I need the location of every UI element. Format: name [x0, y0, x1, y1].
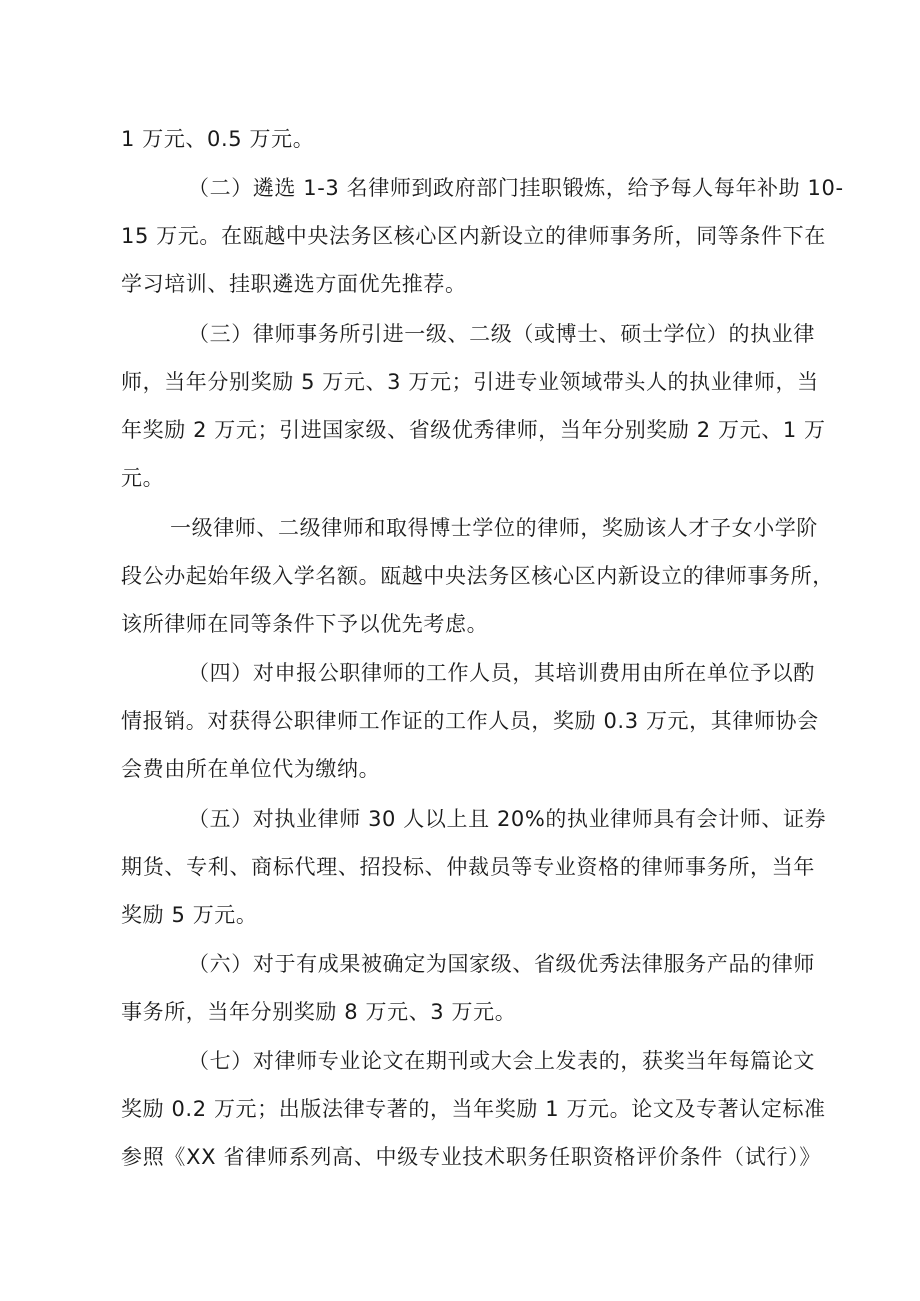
text-line-7: 年奖励 2 万元；引进国家级、省级优秀律师，当年分别奖励 2 万元、1 万	[121, 418, 826, 442]
text-line-15: （五）对执业律师 30 人以上且 20%的执业律师具有会计师、证券	[188, 807, 827, 831]
text-line-12: （四）对申报公职律师的工作人员，其培训费用由所在单位予以酌	[188, 661, 815, 685]
text-line-6: 师，当年分别奖励 5 万元、3 万元；引进专业领域带头人的执业律师，当	[121, 370, 819, 394]
text-line-16: 期货、专利、商标代理、招投标、仲裁员等专业资格的律师事务所，当年	[121, 855, 815, 879]
text-line-5: （三）律师事务所引进一级、二级（或博士、硕士学位）的执业律	[188, 322, 815, 346]
text-line-19: 事务所，当年分别奖励 8 万元、3 万元。	[121, 1000, 517, 1024]
text-line-18: （六）对于有成果被确定为国家级、省级优秀法律服务产品的律师	[188, 952, 815, 976]
text-line-1: 1 万元、0.5 万元。	[121, 127, 315, 151]
text-line-3: 15 万元。在瓯越中央法务区核心区内新设立的律师事务所，同等条件下在	[121, 224, 826, 248]
text-line-22: 参照《XX 省律师系列高、中级专业技术职务任职资格评价条件（试行）》	[121, 1145, 821, 1169]
text-line-9: 一级律师、二级律师和取得博士学位的律师，奖励该人才子女小学阶	[170, 516, 818, 540]
text-line-2: （二）遴选 1-3 名律师到政府部门挂职锻炼，给予每人每年补助 10-	[188, 176, 844, 200]
text-line-4: 学习培训、挂职遴选方面优先推荐。	[121, 272, 467, 296]
text-line-11: 该所律师在同等条件下予以优先考虑。	[121, 612, 489, 636]
text-line-14: 会费由所在单位代为缴纳。	[121, 757, 381, 781]
text-line-8: 元。	[121, 466, 165, 490]
text-line-10: 段公办起始年级入学名额。瓯越中央法务区核心区内新设立的律师事务所，	[121, 564, 834, 588]
text-line-21: 奖励 0.2 万元；出版法律专著的，当年奖励 1 万元。论文及专著认定标准	[121, 1097, 826, 1121]
text-line-17: 奖励 5 万元。	[121, 903, 258, 927]
text-line-13: 情报销。对获得公职律师工作证的工作人员，奖励 0.3 万元，其律师协会	[121, 709, 819, 733]
text-line-20: （七）对律师专业论文在期刊或大会上发表的，获奖当年每篇论文	[188, 1049, 815, 1073]
